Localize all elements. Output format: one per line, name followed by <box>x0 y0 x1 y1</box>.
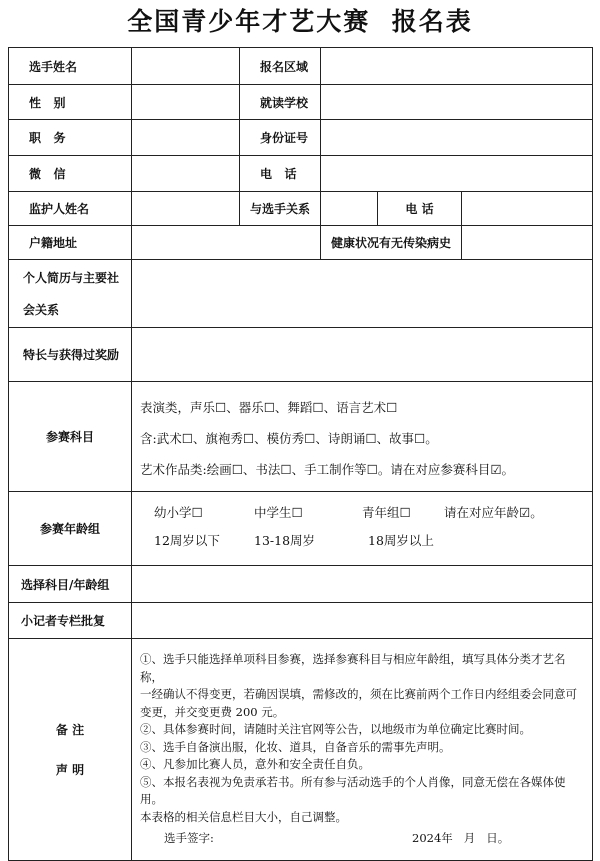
age-line-ranges <box>132 529 592 563</box>
note-6: 本表格的相关信息栏目大小，自己调整。 <box>140 809 347 824</box>
note-4: ④、凡参加比赛人员，意外和安全责任自负。 <box>140 757 370 771</box>
label-guardian-phone: 电 话 <box>378 192 462 226</box>
row-gender <box>9 85 593 120</box>
label-gender: 性 别 <box>9 85 132 120</box>
input-id-number[interactable] <box>321 120 593 156</box>
row-age-group <box>9 492 593 566</box>
input-resume[interactable] <box>132 260 593 328</box>
label-reporter: 小记者专栏批复 <box>9 603 132 639</box>
label-guardian-name: 监护人姓名 <box>9 192 132 226</box>
label-relation: 与选手关系 <box>240 192 321 226</box>
input-gender[interactable] <box>132 85 240 120</box>
age-child-range: 12周岁以下 <box>154 532 220 548</box>
signature-date: 2024年 月 日。 <box>412 831 510 845</box>
row-selected <box>9 566 593 603</box>
label-remark <box>9 639 132 861</box>
signature-line <box>140 830 584 848</box>
event-line-other[interactable]: 含:武术☐、旗袍秀☐、模仿秀☐、诗朗诵☐、故事☐。 <box>140 431 438 446</box>
label-event: 参赛科目 <box>9 382 132 492</box>
label-phone: 电 话 <box>240 156 321 192</box>
label-resume <box>9 260 132 328</box>
row-resume <box>9 260 593 328</box>
input-health[interactable] <box>462 226 593 260</box>
input-guardian-phone[interactable] <box>462 192 593 226</box>
label-resume-line1: 个人简历与主要社 <box>23 270 120 285</box>
note-1b: 一经确认不得变更，若确因误填，需修改的，须在比赛前两个工作日内经组委会同意可 <box>140 687 577 701</box>
note-2: ②、具体参赛时间，请随时关注官网等公告，以地级市为单位确定比赛时间。 <box>140 722 531 736</box>
event-options[interactable] <box>132 382 593 492</box>
label-health: 健康状况有无传染病史 <box>321 226 462 260</box>
label-wechat: 微 信 <box>9 156 132 192</box>
label-id-number: 身份证号 <box>240 120 321 156</box>
input-hukou[interactable] <box>132 226 321 260</box>
input-awards[interactable] <box>132 328 593 382</box>
label-region: 报名区域 <box>240 48 321 85</box>
note-3: ③、选手自备演出服，化妆、道具，自备音乐的需事先声明。 <box>140 739 451 754</box>
signature-label[interactable]: 选手签字: <box>164 831 214 845</box>
label-name: 选手姓名 <box>9 48 132 85</box>
input-position[interactable] <box>132 120 240 156</box>
label-awards: 特长与获得过奖励 <box>9 328 132 382</box>
age-line-groups <box>132 495 592 529</box>
label-age-group: 参赛年龄组 <box>9 492 132 566</box>
age-youth-checkbox[interactable]: 青年组☐ <box>362 504 411 520</box>
row-notes <box>9 639 593 861</box>
age-child-checkbox[interactable]: 幼小学☐ <box>154 504 203 520</box>
input-name[interactable] <box>132 48 240 85</box>
notes-content <box>132 639 593 861</box>
input-phone[interactable] <box>321 156 593 192</box>
row-wechat <box>9 156 593 192</box>
registration-table <box>8 47 593 861</box>
input-region[interactable] <box>321 48 593 85</box>
note-1c: 变更，并交变更费 200 元。 <box>140 704 285 719</box>
event-line-performance[interactable]: 表演类，声乐☐、器乐☐、舞蹈☐、语言艺术☐ <box>140 400 398 415</box>
row-awards <box>9 328 593 382</box>
age-options[interactable] <box>132 492 593 566</box>
note-1: ①、选手只能选择单项科目参赛，选择参赛科目与相应年龄组，填写具体分类才艺名称， <box>140 652 566 684</box>
input-wechat[interactable] <box>132 156 240 192</box>
input-selected[interactable] <box>132 566 593 603</box>
label-selected: 选择科目/年龄组 <box>9 566 132 603</box>
input-guardian-name[interactable] <box>132 192 240 226</box>
row-position <box>9 120 593 156</box>
row-reporter <box>9 603 593 639</box>
row-event <box>9 382 593 492</box>
label-remark-line1: 备 注 <box>55 722 85 737</box>
label-school: 就读学校 <box>240 85 321 120</box>
form-title: 全国青少年才艺大赛 报名表 <box>127 7 473 36</box>
note-5: ⑤、本报名表视为免责承若书。所有参与活动选手的个人肖像，同意无偿在各媒体使用。 <box>140 774 566 806</box>
row-hukou <box>9 226 593 260</box>
label-remark-line2: 声 明 <box>55 762 85 777</box>
age-hint: 请在对应年龄☑。 <box>444 504 543 520</box>
age-youth-range: 18周岁以上 <box>368 532 434 548</box>
age-middle-range: 13-18周岁 <box>254 532 316 548</box>
label-position: 职 务 <box>9 120 132 156</box>
input-relation[interactable] <box>321 192 378 226</box>
input-school[interactable] <box>321 85 593 120</box>
event-line-artwork[interactable]: 艺术作品类:绘画☐、书法☐、手工制作等☐。请在对应参赛科目☑。 <box>140 462 515 477</box>
row-guardian <box>9 192 593 226</box>
age-middle-checkbox[interactable]: 中学生☐ <box>254 504 303 520</box>
label-hukou: 户籍地址 <box>9 226 132 260</box>
label-resume-line2: 会关系 <box>23 302 60 317</box>
row-name <box>9 48 593 85</box>
input-reporter[interactable] <box>132 603 593 639</box>
